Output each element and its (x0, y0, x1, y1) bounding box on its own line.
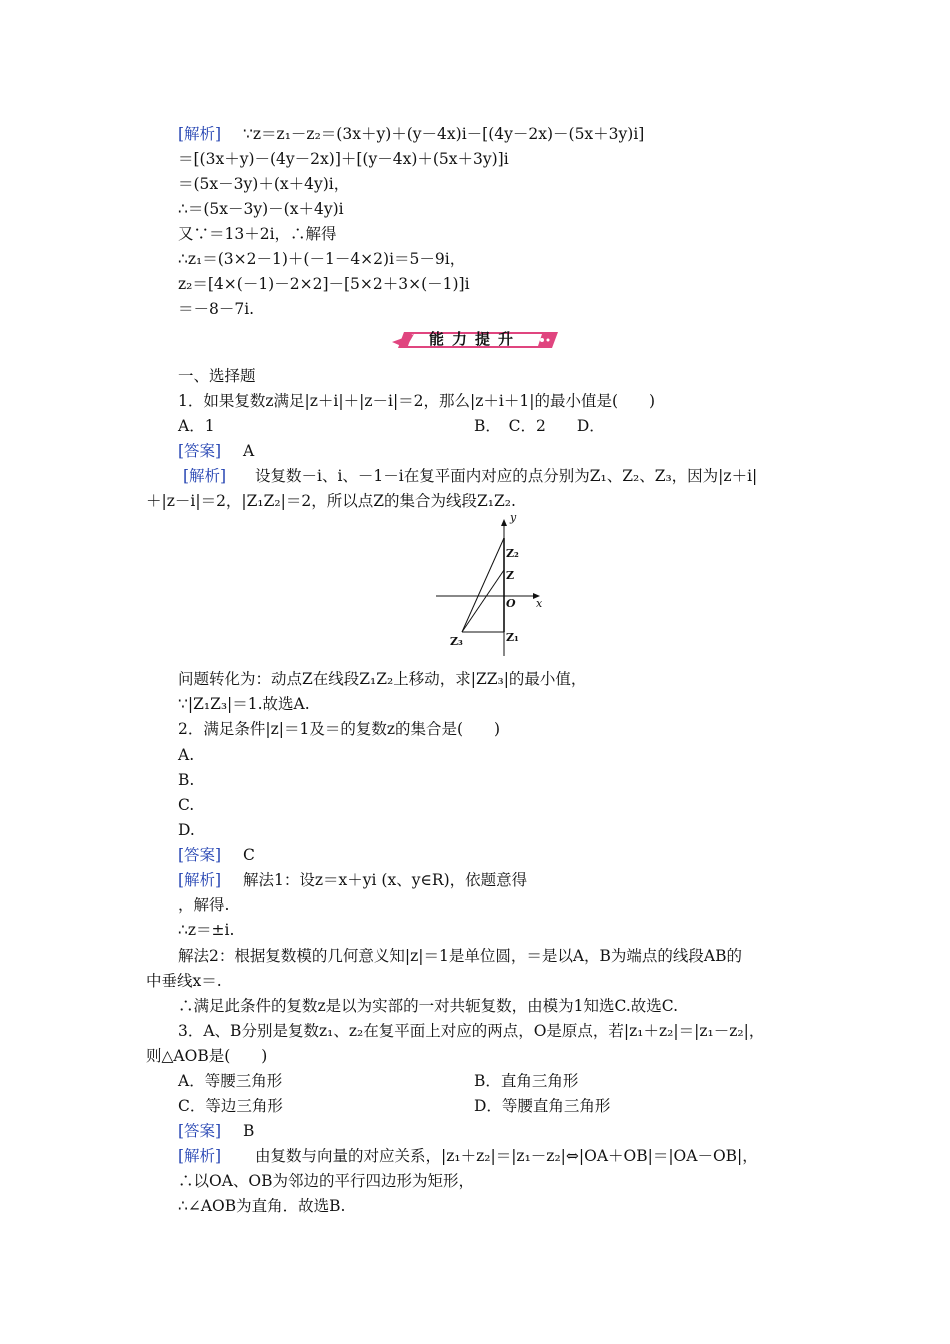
answer-tag: [答案] (178, 442, 222, 460)
question-3-stem: 3．A、B分别是复数z₁、z₂在复平面上对应的两点，O是原点，若|z₁＋z₂|＝|z₁－z₂|， (178, 1022, 765, 1040)
z-label: Z (506, 569, 515, 582)
complex-plane-figure (432, 511, 552, 660)
z1-label: Z₁ (506, 631, 519, 644)
solution-line: ＝[(3x＋y)－(4y－2x)]＋[(y－4x)＋(5x＋3y)]i (178, 150, 509, 168)
question-1-options-bcd: B． C．2 D． (474, 417, 605, 435)
segment-z3z2 (462, 538, 504, 632)
question-3-answer: B (243, 1122, 255, 1140)
analysis-line: ∵|Z₁Z₃|＝1.故选A. (178, 695, 310, 713)
analysis-line: 解法2：根据复数模的几何意义知|z|＝1是单位圆，＝是以A，B为端点的线段AB的 (178, 947, 743, 965)
question-3-option-d: D．等腰直角三角形 (474, 1097, 611, 1115)
question-3-option-a: A．等腰三角形 (178, 1072, 283, 1090)
x-axis-label: x (536, 597, 543, 610)
analysis-line: ∴以OA、OB为邻边的平行四边形为矩形， (178, 1172, 474, 1190)
analysis-line: 设复数－i、i、－1－i在复平面内对应的点分别为Z₁、Z₂、Z₃，因为|z＋i| (255, 467, 758, 485)
analysis-line: 由复数与向量的对应关系，|z₁＋z₂|＝|z₁－z₂|⇔|OA＋OB|＝|OA－OB|， (255, 1147, 758, 1165)
analysis-line: ＋|z－i|＝2，|Z₁Z₂|＝2，所以点Z的集合为线段Z₁Z₂. (146, 492, 516, 510)
analysis-line: 中垂线x＝. (146, 972, 222, 990)
section-banner (392, 328, 558, 352)
analysis-line: 解法1：设z＝x＋yi (x、y∈R)，依题意得 (243, 871, 528, 889)
analysis-tag: [解析] (178, 125, 222, 143)
z2-label: Z₂ (506, 547, 519, 560)
answer-tag: [答案] (178, 1122, 222, 1140)
analysis-line: ，解得. (178, 896, 230, 914)
question-3-option-c: C．等边三角形 (178, 1097, 283, 1115)
origin-label: O (506, 597, 516, 610)
answer-tag: [答案] (178, 846, 222, 864)
analysis-line: ∴满足此条件的复数z是以为实部的一对共轭复数，由模为1知选C.故选C. (178, 997, 678, 1015)
analysis-tag: [解析] (178, 1147, 222, 1165)
analysis-line: ∴∠AOB为直角．故选B. (178, 1197, 346, 1215)
banner-title: 能力提升 (428, 330, 521, 348)
question-2-option-c: C. (178, 796, 195, 814)
question-3-option-b: B．直角三角形 (474, 1072, 579, 1090)
z3-label: Z₃ (450, 635, 463, 648)
question-3-stem-cont: 则△AOB是( ) (146, 1047, 268, 1065)
y-axis-label: y (510, 511, 517, 524)
question-2-option-b: B. (178, 771, 195, 789)
section-title: 一、选择题 (178, 367, 256, 385)
question-2-answer: C (243, 846, 255, 864)
solution-line: ∴z₁＝(3×2－1)＋(－1－4×2)i＝5－9i， (178, 250, 466, 268)
analysis-tag: [解析] (178, 871, 222, 889)
solution-line: ∵z＝z₁－z₂＝(3x＋y)＋(y－4x)i－[(4y－2x)－(5x＋3y)i] (243, 125, 645, 143)
solution-line: ＝－8－7i. (178, 300, 255, 318)
question-1-option-a: A．1 (178, 417, 215, 435)
solution-line: ＝(5x－3y)＋(x＋4y)i， (178, 175, 350, 193)
question-2-stem: 2．满足条件|z|＝1及＝的复数z的集合是( ) (178, 720, 501, 738)
question-2-option-a: A. (178, 746, 195, 764)
analysis-line: ∴z＝±i. (178, 921, 235, 939)
analysis-line: 问题转化为：动点Z在线段Z₁Z₂上移动，求|ZZ₃|的最小值， (178, 670, 587, 688)
y-axis-arrow (501, 519, 507, 526)
solution-line: z₂＝[4×(－1)－2×2]－[5×2＋3×(－1)]i (178, 275, 470, 293)
solution-line: ∴＝(5x－3y)－(x＋4y)i (178, 200, 344, 218)
solution-line: 又∵＝13＋2i，∴解得 (178, 225, 337, 243)
analysis-tag: [解析] (183, 467, 227, 485)
question-1-stem: 1．如果复数z满足|z＋i|＋|z－i|＝2，那么|z＋i＋1|的最小值是( ) (178, 392, 656, 410)
question-2-option-d: D. (178, 821, 195, 839)
question-1-answer: A (243, 442, 255, 460)
segment-z3z (462, 570, 504, 632)
